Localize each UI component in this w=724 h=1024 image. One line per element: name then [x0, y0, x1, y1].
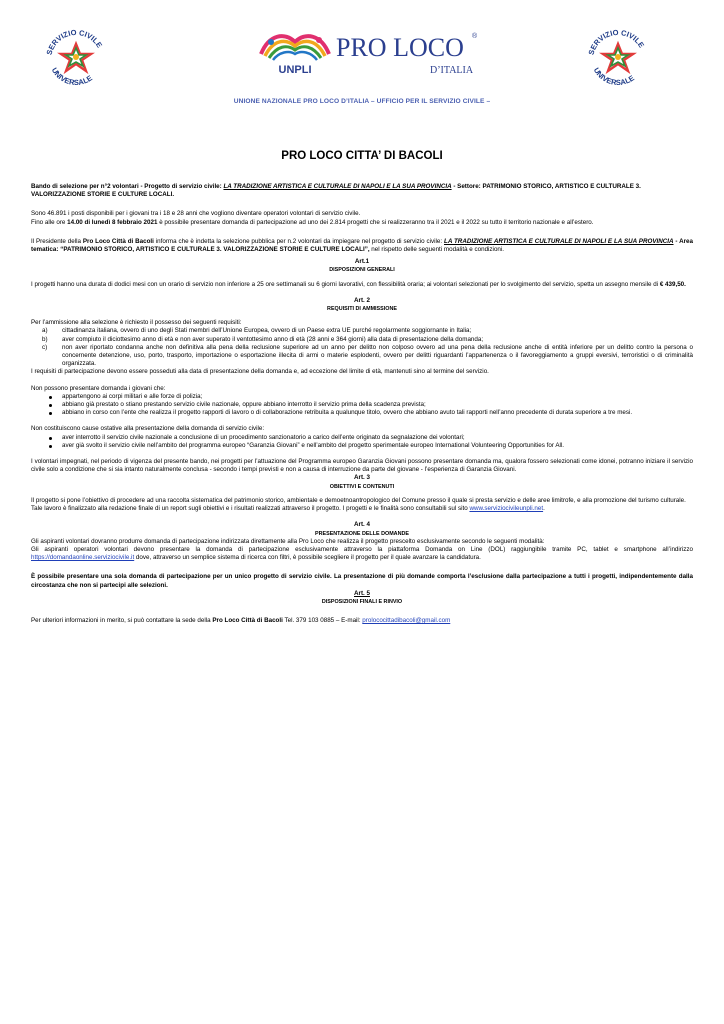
garanzia-giovani-paragraph: I volontari impegnati, nel periodo di vigenza del presente bando, nei progetti per l’attuazione del Programma europeo Garanzia Giovani possono presentare domanda ma, qualora fossero selezionati come idonei, potranno iniziare il servizio civile solo a condizione che si sia intanto naturalmente conclusa - secondo i tempi previsti e non a causa di interruzione da parte del giovane - l’esperienza di Garanzia Giovani.: [31, 458, 693, 474]
president-text-c: - Area tematica:: [31, 237, 694, 254]
art2-heading: [31, 297, 693, 313]
not-obstacle-list: [31, 434, 693, 450]
contact-paragraph: [31, 617, 693, 625]
bullet-icon: [49, 396, 52, 399]
art4-text-2: [31, 546, 693, 562]
art3-text-1: Il progetto si pone l’obiettivo di procedere ad una raccolta sistematica del patrimonio storico, ambientale e demoetnoantropologico del Comune presso il quale si presta servizio e delle aree limitrofe, e alla promozione del turismo culturale.: [31, 496, 686, 504]
art5-heading: [31, 590, 693, 606]
art1-text-a: I progetti hanno una durata di dodici mesi con un orario di servizio non inferiore a 25 ore settimanali su 6 giorni lavorativi, con flessibilità oraria; ai volontari selezionati per lo svolgimento del servizio, spetta un assegno mensile di: [31, 280, 660, 288]
single-application-warning: È possibile presentare una sola domanda di partecipazione per un unico progetto di servizio civile. La presentazione di più domande comporta l’esclusione dalla partecipazione a tutti i progetti, indipendentemente dalla circostanza che non si partecipi alle selezioni.: [31, 573, 693, 589]
art3-text-2-end: .: [543, 505, 545, 513]
art3-subheading: OBIETTIVI E CONTENUTI: [329, 483, 395, 490]
president-text-b: informa che è indetta la selezione pubblica per n.2 volontari da impiegare nel progetto di servizio civile:: [153, 237, 445, 245]
art2-subheading: REQUISITI DI AMMISSIONE: [327, 306, 397, 313]
art1-amount: € 439,50.: [659, 280, 686, 288]
art4-text-1: Gli aspiranti volontari dovranno produrre domanda di partecipazione indirizzata direttamente alla Pro Loco che realizza il progetto prescelto esclusivamente secondo le seguenti modalità:: [31, 537, 545, 545]
president-paragraph: [31, 238, 693, 254]
servizio-civile-universale-logo-right: [583, 22, 653, 94]
art4-text-2b: dove, attraverso un semplice sistema di ricerca con filtri, è possibile scegliere il progetto per il quale avanzare la candidatura.: [134, 554, 481, 562]
list-item-text: abbiano in corso con l’ente che realizza il progetto rapporti di lavoro o di collaborazione retribuita a qualunque titolo, ovvero che abbiano avuto tali rapporti nell’anno precedente di durata superiore a tre mesi.: [62, 409, 633, 417]
art4-heading: [31, 521, 693, 537]
list-item-text: non aver riportato condanna anche non definitiva alla pena della reclusione superiore ad un anno per delitto non colposo ovvero ad una pena della reclusione anche di entità inferiore per un delitto contro la persona o concernente detenzione, uso, porto, trasporto, importazione o esportazione illecita di armi o materie esplodenti, ovvero per delitti riguardanti l’appartenenza o il favoreggiamento a gruppi eversivi, terroristici o di criminalità organizzata.: [62, 343, 693, 368]
art3-heading: [31, 474, 693, 490]
posts-line-2: [31, 219, 693, 227]
president-area: “PATRIMONIO STORICO, ARTISTICO E CULTURALE 3. VALORIZZAZIONE STORIE E CULTURE LOCALI”,: [60, 246, 370, 254]
art4-subheading: PRESENTAZIONE DELLE DOMANDE: [315, 530, 409, 537]
bando-text-1: Bando di selezione per n°2 volontari - Progetto di servizio civile:: [31, 183, 224, 190]
unpli-logo: [255, 28, 335, 76]
list-item-text: aver già svolto il servizio civile nell’ambito del programma europeo “Garanzia Giovani” e nell’ambito del progetto sperimentale europeo International Volunteering Opportunities for All.: [62, 441, 565, 449]
svg-text:UNIVERSALE: UNIVERSALE: [591, 65, 636, 88]
list-item-text: cittadinanza italiana, ovvero di uno degli Stati membri dell’Unione Europea, ovvero di un Paese extra UE purché regolarmente soggiornante in Italia;: [62, 327, 472, 335]
list-item-text: aver compiuto il diciottesimo anno di età e non aver superato il ventottesimo anno di età (28 anni e 364 giorni) alla data di presentazione della domanda;: [62, 335, 484, 343]
president-project: LA TRADIZIONE ARTISTICA E CULTURALE DI NAPOLI E LA SUA PROVINCIA: [444, 237, 674, 245]
svg-text:UNIVERSALE: UNIVERSALE: [49, 65, 94, 88]
bullet-icon: [49, 445, 52, 448]
art4-text-2a: Gli aspiranti operatori volontari devono presentare la domanda di partecipazione esclusivamente attraverso la piattaforma Domanda on Line (DOL) raggiungibile tramite PC, tablet e smartphone all’indirizzo: [31, 545, 693, 553]
svg-text:SERVIZIO CIVILE: SERVIZIO CIVILE: [44, 27, 105, 56]
list-item-text: appartengono ai corpi militari e alle forze di polizia;: [62, 392, 203, 400]
svg-text:PRO LOCO: PRO LOCO: [336, 33, 464, 62]
art2-number: Art. 2: [354, 296, 370, 304]
svg-text:®: ®: [472, 33, 478, 40]
art1-text: [31, 281, 693, 289]
requirements-note: I requisiti di partecipazione devono essere posseduti alla data di presentazione della domanda e, ad eccezione del limite di età, mantenuti sino al termine del servizio.: [31, 368, 489, 376]
contact-text-a: Per ulteriori informazioni in merito, si può contattare la sede della: [31, 617, 213, 625]
bullet-icon: [49, 437, 52, 440]
list-item: [31, 344, 693, 369]
art1-subheading: DISPOSIZIONI GENERALI: [329, 267, 395, 274]
list-item: [31, 327, 693, 335]
list-item: [31, 336, 693, 344]
posts-line-1: Sono 46.891 i posti disponibili per i giovani tra i 18 e 28 anni che vogliono diventare operatori volontari di servizio civile.: [31, 210, 361, 218]
serviziocivileunpli-link[interactable]: www.serviziocivileunpli.net: [469, 505, 544, 513]
ufficio-subheader: UNIONE NAZIONALE PRO LOCO D’ITALIA – UFFICIO PER IL SERVIZIO CIVILE –: [233, 98, 491, 105]
contact-org: Pro Loco Città di Bacoli: [212, 617, 283, 625]
servizio-civile-universale-logo-left: [41, 22, 111, 94]
document-body: [31, 183, 693, 625]
svg-text:D’ITALIA: D’ITALIA: [430, 65, 474, 76]
art5-subheading: DISPOSIZIONI FINALI E RINVIO: [321, 598, 403, 605]
domanda-online-link[interactable]: https://domandaonline.serviziocivile.it: [31, 554, 135, 562]
list-item: [31, 409, 693, 417]
posts-text-b: è possibile presentare domanda di partecipazione ad uno dei 2.814 progetti che si realizzeranno tra il 2021 e il 2022 su tutto il territorio nazionale e all’estero.: [157, 218, 594, 226]
list-item: [31, 393, 693, 401]
list-item: [31, 442, 693, 450]
art1-number: Art.1: [354, 258, 370, 266]
contact-email-link[interactable]: prolococittadibacoli@gmail.com: [362, 617, 451, 625]
bullet-icon: [49, 412, 52, 415]
art3-number: Art. 3: [354, 474, 370, 482]
list-item-text: abbiano già prestato o stiano prestando servizio civile nazionale, oppure abbiano interrotto il servizio prima della scadenza prevista;: [62, 401, 426, 409]
art3-text-2: [31, 505, 693, 513]
not-obstacle-intro: Non costituiscono cause ostative alla presentazione della domanda di servizio civile:: [31, 425, 265, 433]
art2-intro: Per l’ammissione alla selezione è richiesto il possesso dei seguenti requisiti:: [31, 319, 242, 327]
bando-paragraph: [31, 183, 693, 199]
list-marker: a): [42, 327, 48, 335]
page-title: PRO LOCO CITTA’ DI BACOLI: [281, 150, 443, 162]
president-text-a: Il Presidente della: [31, 237, 83, 245]
list-marker: c): [42, 343, 48, 351]
requirements-list: [31, 327, 693, 368]
contact-text-b: Tel. 379 103 0885 – E-mail:: [282, 617, 363, 625]
excluded-list: [31, 393, 693, 418]
art4-number: Art. 4: [354, 521, 370, 529]
art5-number: Art. 5: [354, 589, 370, 597]
art1-heading: [31, 258, 693, 274]
bando-project-title: LA TRADIZIONE ARTISTICA E CULTURALE DI NAPOLI E LA SUA PROVINCIA: [223, 183, 452, 190]
list-item: [31, 401, 693, 409]
list-item: [31, 434, 693, 442]
deadline: 14.00 di lunedì 8 febbraio 2021: [67, 218, 158, 226]
bando-text-2: - Settore: PATRIMONIO STORICO, ARTISTICO E CULTURALE 3. VALORIZZAZIONE STORIE E CULTURE LOCALI.: [31, 183, 641, 199]
svg-text:UNPLI: UNPLI: [278, 64, 312, 76]
posts-text-a: Fino alle ore: [31, 218, 68, 226]
pro-loco-ditalia-logo: [334, 26, 484, 80]
president-org: Pro Loco Città di Bacoli: [82, 237, 154, 245]
svg-text:SERVIZIO CIVILE: SERVIZIO CIVILE: [586, 27, 647, 56]
list-marker: b): [42, 335, 48, 343]
art3-text-2a: Tale lavoro è finalizzato alla redazione finale di un report sugli obiettivi e i risultati realizzati attraverso il progetto. I progetti e le finalità sono consultabili sul sito: [31, 505, 470, 513]
excluded-intro: Non possono presentare domanda i giovani che:: [31, 384, 166, 392]
bullet-icon: [49, 404, 52, 407]
president-text-d: nel rispetto delle seguenti modalità e condizioni.: [369, 246, 505, 254]
list-item-text: aver interrotto il servizio civile nazionale a conclusione di un procedimento sanzionatorio a carico dell’ente originato da segnalazione dei volontari;: [62, 433, 465, 441]
